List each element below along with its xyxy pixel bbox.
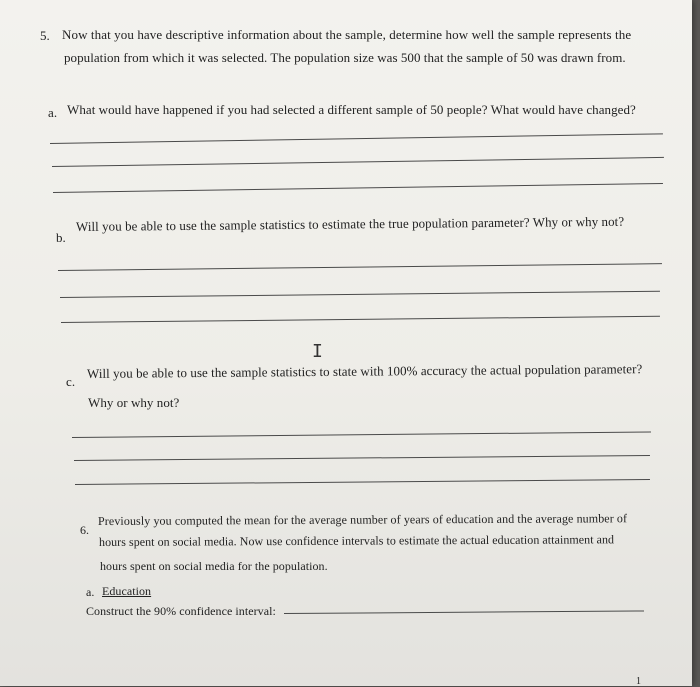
- answer-line-c-3[interactable]: [75, 479, 650, 485]
- part-b-question: Will you be able to use the sample statistics to estimate the true population parameter? Why or why not?: [75, 213, 625, 234]
- part-c-line-1: Will you be able to use the sample statistics to state with 100% accuracy the actual population parameter?: [86, 361, 643, 381]
- answer-line-a-3[interactable]: [53, 183, 663, 193]
- q5-number: 5.: [40, 28, 50, 43]
- q6-line-2: hours spent on social media. Now use confidence intervals to estimate the actual education attainment and: [98, 532, 615, 549]
- answer-line-b-2[interactable]: [60, 291, 660, 298]
- education-label: a.: [86, 585, 95, 599]
- part-b-label: b.: [56, 230, 66, 245]
- answer-line-a-2[interactable]: [52, 157, 664, 167]
- part-c-label: c.: [66, 374, 76, 389]
- answer-line-c-2[interactable]: [74, 455, 650, 461]
- education-heading: Education: [102, 584, 152, 598]
- answer-line-a-1[interactable]: [50, 133, 663, 144]
- page-number: 1: [636, 676, 641, 687]
- text-cursor-icon: I: [312, 341, 323, 362]
- part-a-question: What would have happened if you had selected a different sample of 50 people? What would have changed?: [67, 102, 636, 117]
- q5-line-1: Now that you have descriptive information about the sample, determine how well the sample represents the: [62, 27, 632, 42]
- q6-number: 6.: [80, 523, 90, 537]
- answer-line-c-1[interactable]: [72, 431, 651, 438]
- q6-line-3: hours spent on social media for the population.: [100, 559, 328, 573]
- confidence-interval-answer-line[interactable]: [284, 610, 644, 614]
- q5-line-2: population from which it was selected. The population size was 500 that the sample of 50 was drawn from.: [64, 50, 626, 65]
- answer-line-b-3[interactable]: [61, 316, 660, 323]
- answer-line-b-1[interactable]: [58, 263, 662, 271]
- q6-line-1: Previously you computed the mean for the average number of years of education and the average number of: [97, 511, 628, 528]
- confidence-interval-prompt: Construct the 90% confidence interval:: [86, 604, 276, 618]
- part-a-label: a.: [48, 105, 58, 120]
- part-c-line-2: Why or why not?: [88, 395, 180, 410]
